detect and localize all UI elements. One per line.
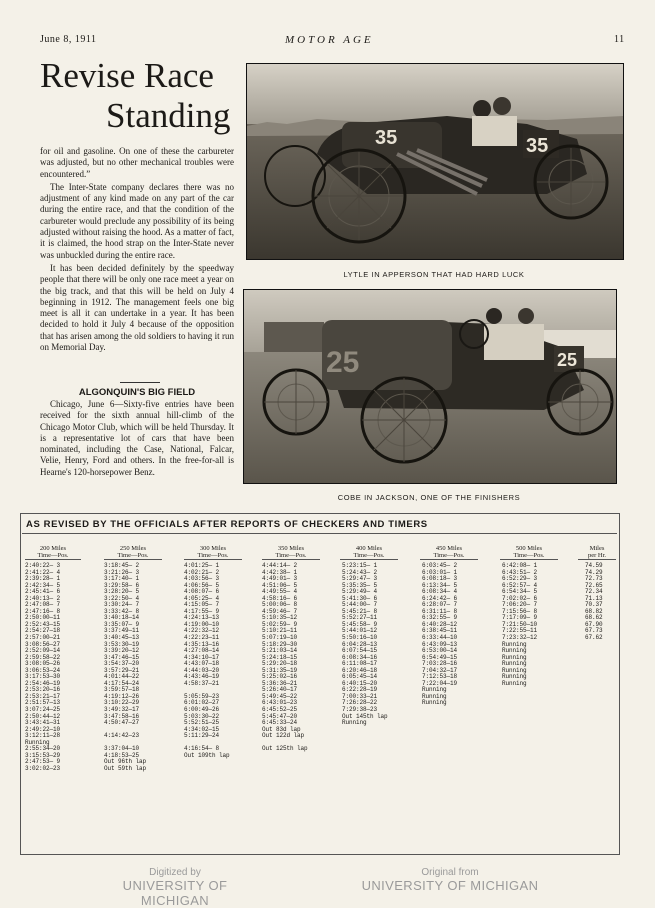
- side-number-35: 35: [526, 135, 549, 157]
- article-body: [40, 146, 234, 355]
- table-title-rule: [22, 533, 617, 534]
- credit-institution: UNIVERSITY OF MICHIGAN: [361, 878, 539, 893]
- column-miles: 200 Miles: [39, 545, 67, 552]
- column-miles: 500 Miles: [515, 545, 543, 552]
- column-header-450: [420, 545, 478, 560]
- column-header-mph: [578, 545, 616, 560]
- column-header-250: [104, 545, 162, 560]
- column-500-values: 6:42:08— 1 6:43:51— 2 6:52:29— 3 6:52:57— 4 6:54:34— 5 7:02:02— 6 7:06:20— 7 7:15:56— 8 7:17:09— 9 7:21:50—10 7:22:55—11 7:23:32—12 Running Running Running Running Running Running Running: [502, 562, 538, 687]
- article-paragraph: It has been decided definitely by the speedway people that there will be only one race meet a year on the big track, and that this will be held on July 4 beginning in 1912. The management feels one big meet is all it can undertake in a year. It has been decided to hold it July 4 because of the opposition that has arisen among the old soldiers to having it run on Memorial Day.: [40, 262, 234, 353]
- car-number-35: 35: [375, 127, 398, 149]
- column-sub: Time—Pos.: [104, 552, 162, 560]
- column-sub: per Hr.: [578, 552, 616, 560]
- original-from-credit: [360, 867, 540, 893]
- credit-institution: UNIVERSITY OF MICHIGAN: [122, 878, 228, 908]
- column-sub: Time—Pos.: [262, 552, 320, 560]
- column-miles: 350 Miles: [277, 545, 305, 552]
- credit-small: Original from: [421, 867, 479, 878]
- section-heading: ALGONQUIN'S BIG FIELD: [78, 387, 196, 398]
- article-paragraph: for oil and gasoline. On one of these the carbureter was adjusted, but no other mechanical troubles were encountered.”: [40, 146, 234, 179]
- column-350-values: 4:44:14— 2 4:42:38— 1 4:49:01— 3 4:51:06— 5 4:49:55— 4 4:58:16— 6 5:00:06— 8 4:59:46— 7 5:10:35—12 5:02:59— 9 5:10:21—11 5:07:19—10 5:18:29—30 5:21:03—14 5:24:18—15 5:29:20—18 5:31:35—19 5:25:02—16 5:36:36—21 5:26:40—17 5:49:45—22 6:43:01—23 6:45:52—25 5:45:47—20 6:45:33—24 Out 83d lap Out 122d lap Out 125th lap: [262, 562, 308, 753]
- column-sub: Time—Pos.: [340, 552, 398, 560]
- column-miles: Miles: [589, 545, 605, 552]
- column-mph-values: 74.59 74.29 72.73 72.65 72.34 71.13 70.37 68.82 68.62 67.90 67.73 67.62: [585, 562, 603, 642]
- column-300-values: 4:01:25— 1 4:02:21— 2 4:03:56— 3 4:06:56— 5 4:08:07— 6 4:05:25— 4 4:15:05— 7 4:17:55— 9 4:24:13—13 4:19:00—10 4:22:32—12 4:22:23—11 4:35:13—16 4:27:08—14 4:34:10—17 4:43:07—18 4:44:03—20 4:43:46—19 4:58:37—21 5:05:59—23 6:01:02—27 6:00:49—26 5:03:30—22 5:52:51—25 4:34:02—15 5:11:29—24 4:16:54— 8 Out 109th lap: [184, 562, 230, 759]
- column-header-200: [25, 545, 81, 560]
- section-paragraph: Chicago, June 6—Sixty-five entries have been received for the sixth annual hill-climb of the Chicago Motor Club, which will be held Thursday. It is a representative lot of cars that have been nominated, including the Case, National, Falcar, Velie, Henry, Ford and others. In the free-for-all is Hearne's 120-horsepower Benz.: [40, 399, 234, 477]
- page-date: June 8, 1911: [40, 34, 97, 45]
- magazine-title: MOTOR AGE: [285, 34, 374, 46]
- side-number-25: 25: [557, 350, 578, 370]
- race-car-illustration-1: [247, 64, 623, 259]
- digitized-by-credit: [95, 867, 255, 908]
- photo-caption-2: COBE IN JACKSON, ONE OF THE FINISHERS: [337, 493, 521, 502]
- column-header-400: [340, 545, 398, 560]
- column-450-values: 6:03:45— 2 6:03:01— 1 6:08:18— 3 6:13:34— 5 6:08:34— 4 6:24:42— 6 6:28:07— 7 6:31:11— 8 6:32:55— 9 6:40:28—12 6:38:45—11 6:33:44—10 6:43:09—13 6:53:00—14 6:54:49—15 7:03:28—16 7:04:32—17 7:12:53—18 7:22:04—19 Running Running Running: [422, 562, 458, 707]
- column-miles: 300 Miles: [199, 545, 227, 552]
- column-sub: Time—Pos.: [184, 552, 242, 560]
- headline-line-1: Revise Race: [40, 56, 214, 95]
- race-car-photo-1: [246, 63, 624, 260]
- column-sub: Time—Pos.: [500, 552, 558, 560]
- section-divider: [120, 382, 160, 383]
- race-car-photo-2: [243, 289, 617, 484]
- headline-line-2: Standing: [106, 96, 231, 135]
- article-paragraph: The Inter-State company declares there was no adjustment of any kind made on any part of the car during the entire race, and that the condition of the carbureter would preclude any possibility of its being adjusted without raising the hood. As a matter of fact, it is claimed, the hood strap on the Inter-State never was unbuckled during the entire race.: [40, 181, 234, 260]
- column-sub: Time—Pos.: [25, 552, 81, 560]
- photo-caption-1: LYTLE IN APPERSON THAT HAD HARD LUCK: [343, 270, 525, 279]
- page-number: 11: [614, 34, 625, 45]
- car-number-25: 25: [326, 346, 360, 379]
- column-200-values: 2:40:22— 3 2:41:22— 4 2:39:28— 1 2:42:34— 5 2:45:41— 6 2:40:13— 2 2:47:08— 7 2:47:16— 8 2:50:00—11 2:52:43—15 2:54:27—18 2:57:00—21 3:08:56—27 2:52:09—14 2:59:58—22 3:08:05—26 3:06:53—24 3:17:53—30 2:54:46—19 2:53:20—16 2:53:21—17 2:51:57—13 3:07:24—25 2:50:44—12 3:43:41—31 2:49:22—10 3:12:11—28 Running 2:55:34—20 3:15:53—29 2:47:53— 9 3:02:02—23: [25, 562, 61, 772]
- column-header-500: [500, 545, 558, 560]
- column-miles: 400 Miles: [355, 545, 383, 552]
- column-header-300: [184, 545, 242, 560]
- race-car-illustration-2: [244, 290, 616, 483]
- column-sub: Time—Pos.: [420, 552, 478, 560]
- credit-small: Digitized by: [149, 867, 201, 878]
- column-miles: 450 Miles: [435, 545, 463, 552]
- section-body: [40, 399, 234, 480]
- column-header-350: [262, 545, 320, 560]
- headline: [40, 56, 240, 136]
- column-miles: 250 Miles: [119, 545, 147, 552]
- results-table-title: AS REVISED BY THE OFFICIALS AFTER REPORTS OF CHECKERS AND TIMERS: [26, 519, 428, 530]
- column-400-values: 5:23:15— 1 5:24:43— 2 5:29:47— 3 5:35:35— 5 5:29:49— 4 5:41:30— 6 5:44:00— 7 5:45:21— 8 5:52:27—11 5:45:58— 9 5:44:01—12 5:50:16—10 6:04:28—13 6:07:54—15 6:08:34—16 6:11:08—17 6:20:46—18 6:05:45—14 6:40:15—20 6:22:28—19 7:00:33—21 7:26:28—22 7:29:38—23 Out 145th lap Running: [342, 562, 388, 727]
- column-250-values: 3:18:45— 2 3:21:26— 3 3:17:40— 1 3:29:58— 6 3:28:20— 5 3:22:50— 4 3:30:24— 7 3:33:42— 8 3:40:18—14 3:35:07— 9 3:37:49—11 3:40:45—13 3:53:30—19 3:39:20—12 3:47:46—15 3:54:37—20 3:57:29—21 4:01:44—22 4:17:54—24 3:59:57—18 4:19:12—26 3:10:22—29 3:49:32—17 3:47:58—16 4:50:47—27 4:14:42—23 3:37:04—10 4:18:53—25 Out 96th lap Out 59th lap: [104, 562, 147, 772]
